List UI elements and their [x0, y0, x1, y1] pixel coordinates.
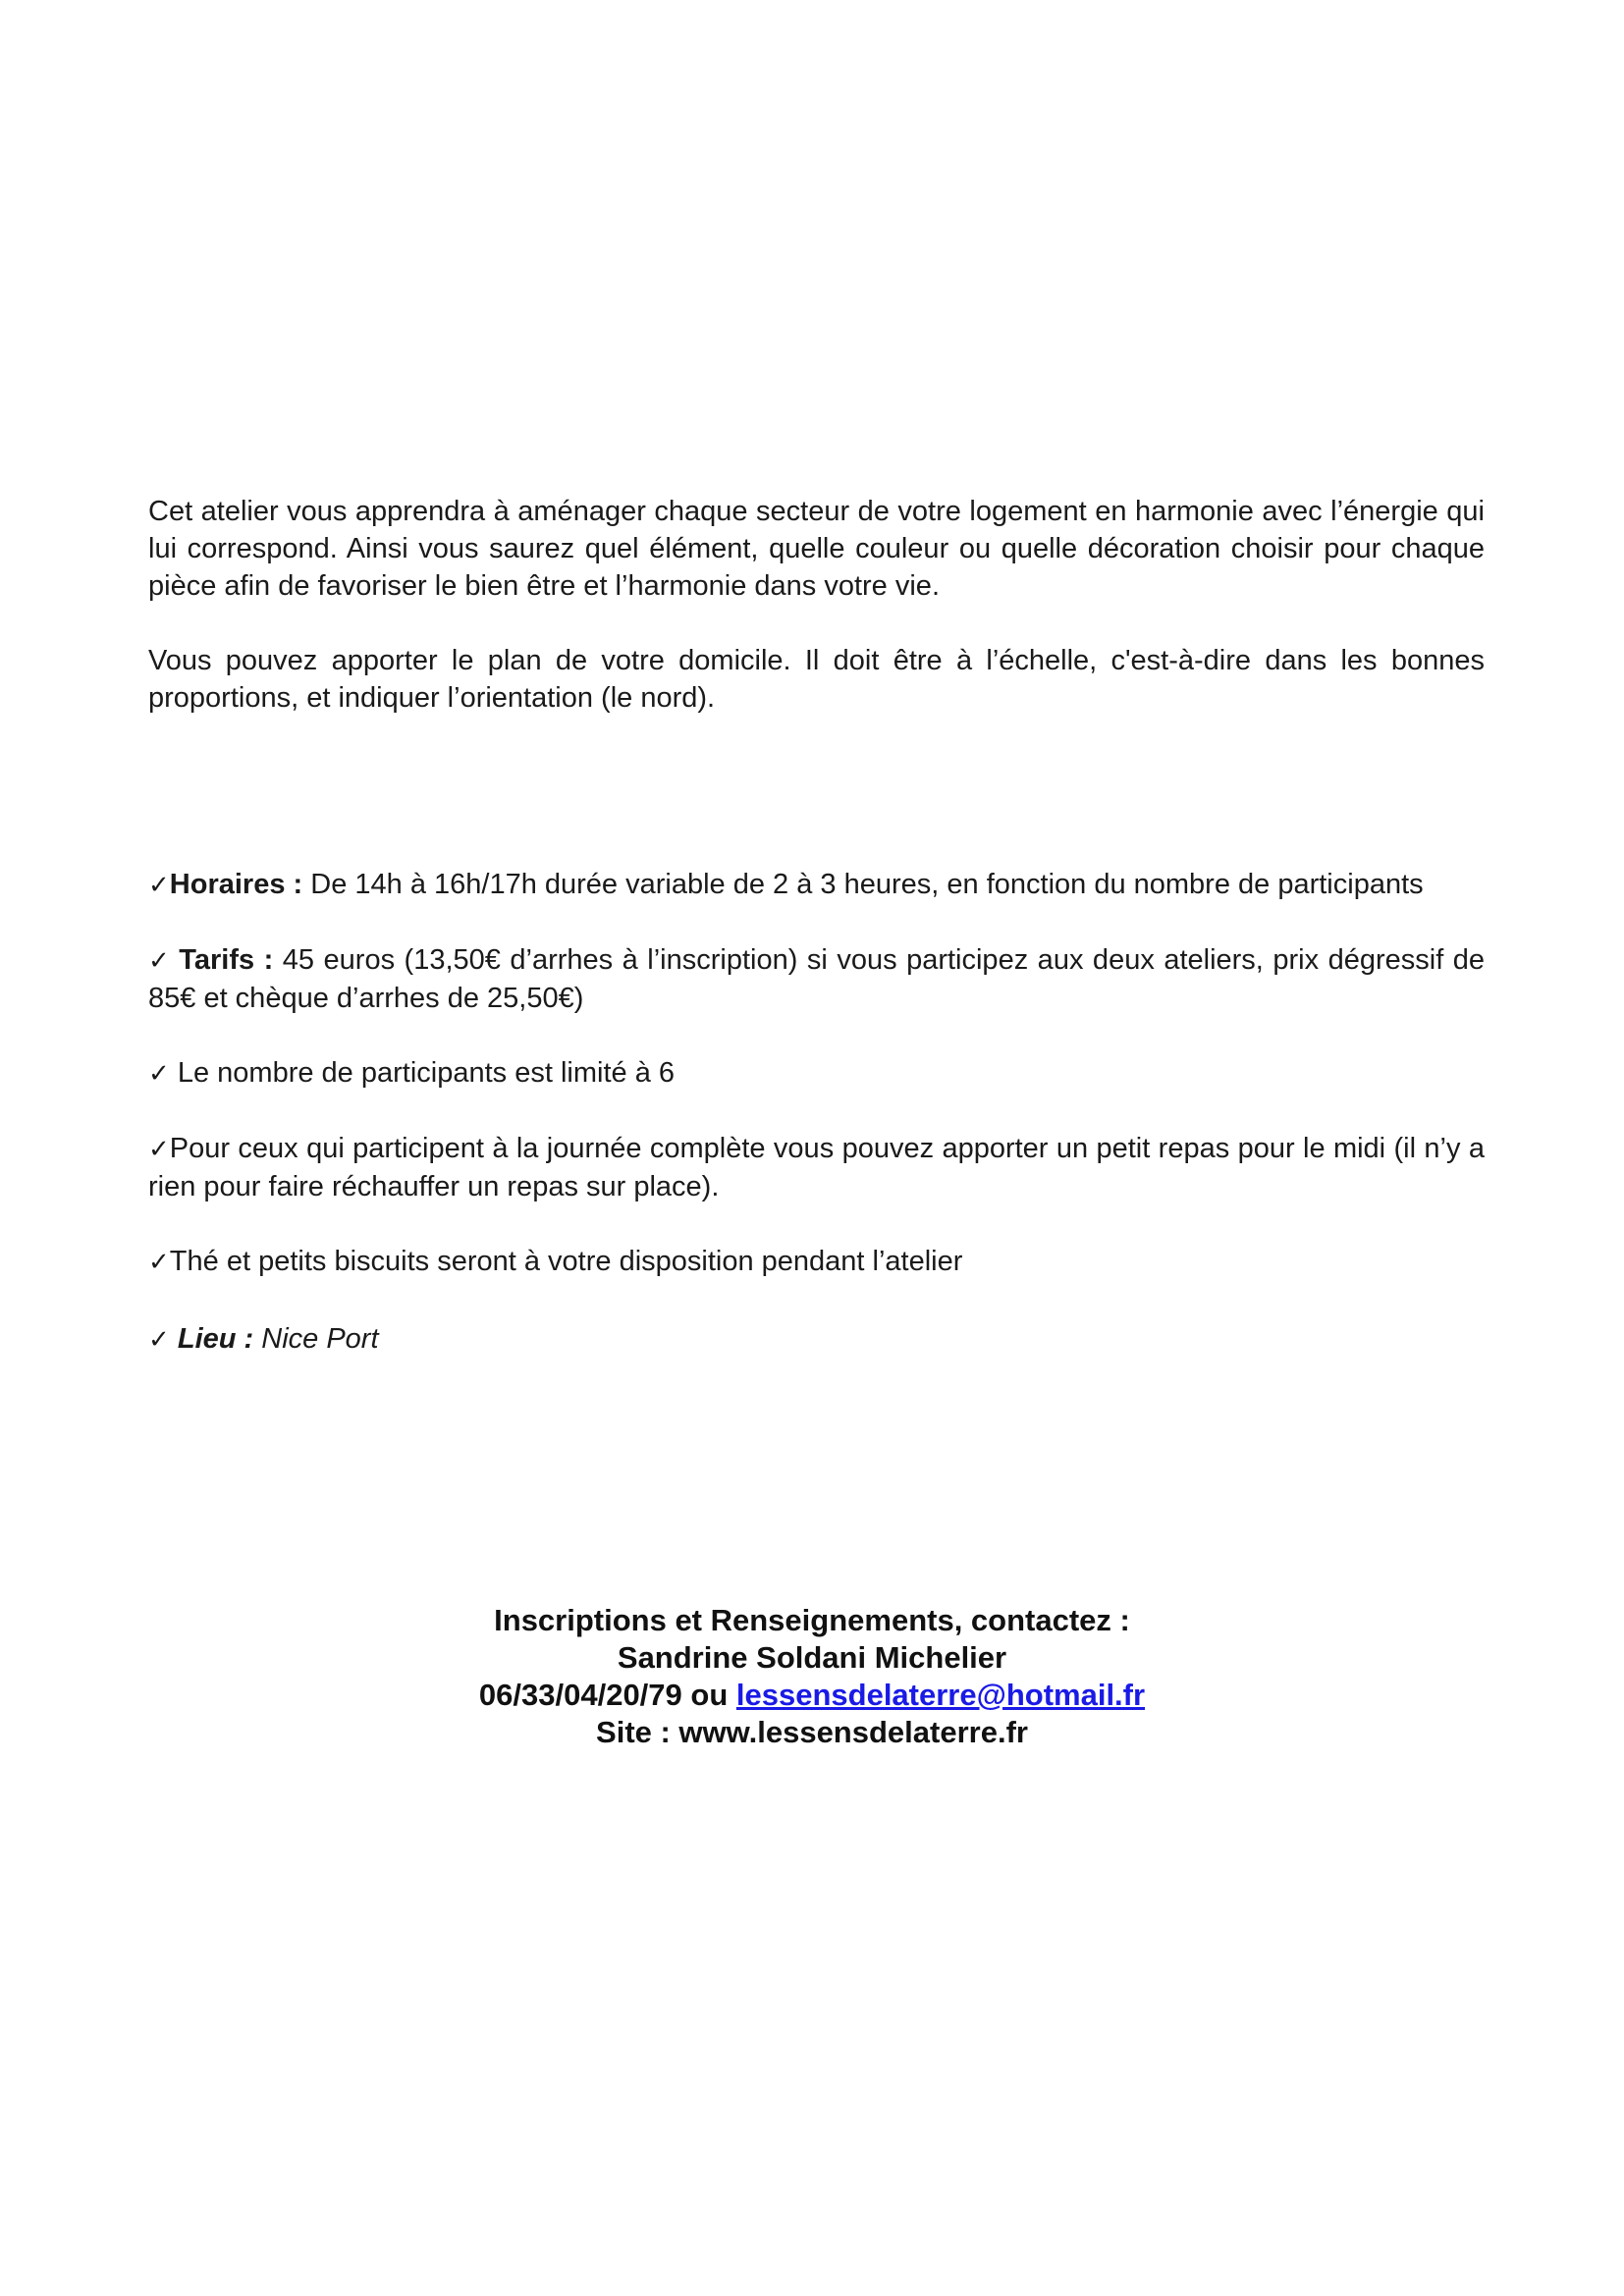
participants-text: Le nombre de participants est limité à 6 [169, 1057, 676, 1089]
checkmark-icon: ✓ [148, 1248, 170, 1277]
tarifs-item [148, 941, 1485, 1017]
horaires-item [148, 866, 1485, 904]
contact-phone-line [0, 1677, 1624, 1714]
intro-paragraph-1: Cet atelier vous apprendra à aménager chaque secteur de votre logement en harmonie avec l’énergie qui lui correspond. Ainsi vous saurez quel élément, quelle couleur ou quelle décoration choisir pour chaque pièce afin de favoriser le bien être et l’harmonie dans votre vie. [148, 496, 1485, 602]
the-item [148, 1243, 1485, 1281]
checkmark-icon: ✓ [148, 1325, 170, 1355]
participants-item [148, 1054, 1485, 1093]
contact-name: Sandrine Soldani Michelier [617, 1640, 1007, 1675]
document-body [148, 493, 1485, 1359]
tarifs-text: 45 euros (13,50€ d’arrhes à l’inscription) si vous participez aux deux ateliers, prix dégressif de 85€ et chèque d’arrhes de 25,50€) [148, 944, 1485, 1014]
checkmark-icon: ✓ [148, 946, 170, 976]
checkmark-icon: ✓ [148, 871, 170, 900]
horaires-text: De 14h à 16h/17h durée variable de 2 à 3 heures, en fonction du nombre de participants [302, 869, 1424, 900]
contact-or: ou [681, 1678, 736, 1712]
checkmark-icon: ✓ [148, 1135, 170, 1164]
email-link[interactable]: lessensdelaterre@hotmail.fr [735, 1678, 1146, 1712]
intro-paragraph-2: Vous pouvez apporter le plan de votre domicile. Il doit être à l’échelle, c'est-à-dire dans les bonnes proportions, et indiquer l’orientation (le nord). [148, 645, 1485, 714]
lieu-text: Nice Port [253, 1323, 379, 1355]
the-text: Thé et petits biscuits seront à votre disposition pendant l’atelier [169, 1246, 963, 1277]
contact-site: Site : www.lessensdelaterre.fr [596, 1715, 1028, 1749]
lieu-item [148, 1320, 1485, 1359]
contact-heading: Inscriptions et Renseignements, contactez : [494, 1603, 1130, 1637]
repas-item [148, 1130, 1485, 1205]
repas-text: Pour ceux qui participent à la journée complète vous pouvez apporter un petit repas pour le midi (il n’y a rien pour faire réchauffer un repas sur place). [148, 1133, 1485, 1202]
contact-phone: 06/33/04/20/79 [478, 1678, 682, 1712]
contact-block [0, 1602, 1624, 1751]
horaires-label: Horaires : [169, 869, 303, 900]
lieu-label: Lieu : [177, 1323, 254, 1355]
checkmark-icon: ✓ [148, 1059, 170, 1089]
tarifs-label: Tarifs : [179, 944, 274, 976]
